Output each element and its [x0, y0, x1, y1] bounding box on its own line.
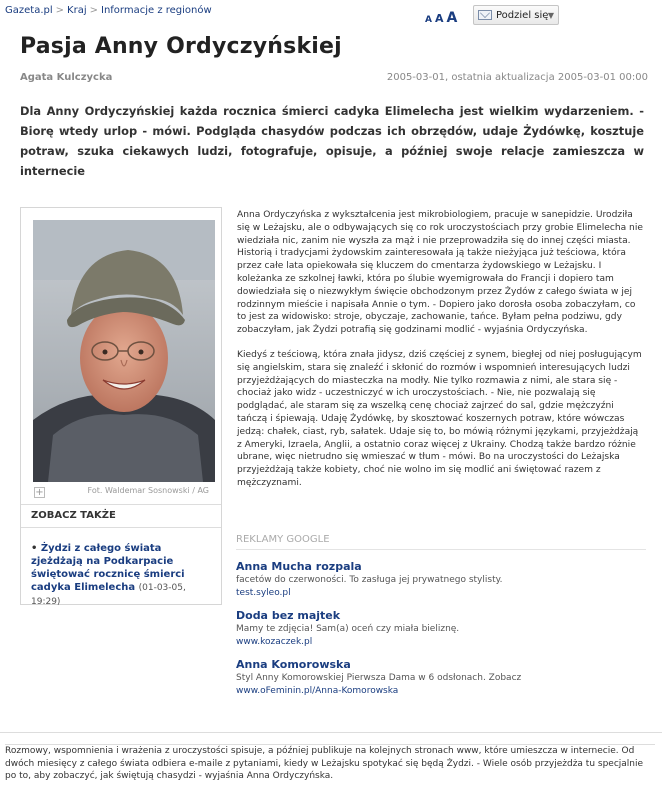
ad-url-link[interactable]: www.oFeminin.pl/Anna-Komorowska: [236, 686, 399, 696]
chevron-down-icon: ▼: [547, 11, 554, 20]
ad-title-link[interactable]: Doda bez majtek: [236, 609, 341, 622]
see-also-header: [21, 504, 221, 528]
ad-description: Styl Anny Komorowskiej Pierwsza Dama w 6 odsłonach. Zobacz: [236, 673, 522, 683]
breadcrumb-separator: >: [55, 5, 65, 16]
article-paragraph: Anna Ordyczyńska z wykształcenia jest mikrobiologiem, pracuje w sanepidzie. Urodziła się w Leżajsku, ale o odbywających się co rok uroczystościach przy grobie Elimelecha nie wiedziała nic, zanim nie wyszła za mąż i nie przeprowadziła się do innej części miasta. Historią i tradycjami żydowskim zainteresowała ją także nieżyjąca już teściowa, która przez całe lata opiekowała się kluczem do cmentarza żydowskiego w Leżajsku. I koleżanka ze szkolnej ławki, która po ślubie wyemigrowała do Francji i dopiero tam dowiedziała się o niezwykłym święcie obchodzonym przez Żydów z całego świata w jej rodzinnym mieście i napisała Annie o tym. - Dopiero jako dorosła osoba zobaczyłam, co to jest za widowisko: stroje, obyczaje, zachowanie, tańce. Byłam pełna podziwu, gdy zobaczyłam, jak Żydzi potrafią się godzinami modlić - wyjaśnia Ordyczyńska.: [237, 210, 643, 336]
ad-url-link[interactable]: test.syleo.pl: [236, 588, 291, 598]
breadcrumb: [5, 5, 212, 16]
top-bar: [0, 0, 662, 28]
ad-title-link[interactable]: Anna Mucha rozpala: [236, 560, 362, 573]
font-size-medium-button[interactable]: A: [434, 12, 444, 25]
article-footer-paragraph: Rozmowy, wspomnienia i wrażenia z uroczystości spisuje, a później publikuje na kolejnych stronach www, które umieszcza w internecie. Od dwóch miesięcy z całego świata odbiera e-maile z pytaniami, kiedy w Leżajsku spotykać się będą Żydzi. - Wiele osób przyjeżdża tu specjalnie po to, aby zobaczyć, jak świętują chasydzi - wyjaśnia Anna Ordyczyńska.: [5, 744, 655, 783]
author-name: Agata Kulczycka: [20, 72, 113, 83]
article-lead: Dla Anny Ordyczyńskiej każda rocznica śmierci cadyka Elimelecha jest wielkim wydarzeniem. - Biorę wtedy urlop - mówi. Podgląda chasydów podczas ich obrzędów, udaje Żydówkę, kosztuje potraw, szuka ciekawych ludzi, fotografuje, opisuje, a później swoje relacje zamieszcza w internecie: [20, 104, 644, 178]
ad-item[interactable]: [236, 560, 646, 599]
article-body: [237, 209, 645, 502]
portrait-image: [33, 220, 215, 482]
ad-url-link[interactable]: www.kozaczek.pl: [236, 637, 313, 647]
mail-icon: [478, 10, 492, 20]
breadcrumb-separator: >: [89, 5, 98, 16]
see-also-item: [31, 542, 211, 609]
byline: [20, 72, 652, 86]
font-size-large-button[interactable]: A: [446, 10, 458, 26]
font-size-controls: [425, 7, 460, 26]
breadcrumb-section-link[interactable]: Kraj: [67, 5, 87, 16]
ad-title-link[interactable]: Anna Komorowska: [236, 658, 351, 671]
article-title: Pasja Anny Ordyczyńskiej: [20, 34, 342, 59]
ad-item[interactable]: [236, 658, 646, 697]
ad-description: facetów do czerwoności. To zasługa jej prywatnego stylisty.: [236, 575, 503, 585]
google-ads: [236, 534, 646, 697]
see-also-date: (01-03-05, 19:29): [31, 583, 186, 607]
share-button[interactable]: [473, 5, 559, 25]
see-also-link[interactable]: Żydzi z całego świata zjeżdżają na Podkarpacie świętować rocznicę śmierci cadyka Elimelecha: [31, 543, 185, 593]
font-size-small-button[interactable]: A: [425, 15, 432, 25]
article-photo[interactable]: [33, 220, 215, 482]
breadcrumb-site-link[interactable]: Gazeta.pl: [5, 5, 53, 16]
divider: [0, 732, 662, 733]
ad-description: Mamy te zdjęcia! Sam(a) oceń czy miała bieliznę.: [236, 624, 460, 634]
article-paragraph: Kiedyś z teściową, która znała jidysz, dziś częściej z synem, biegłej od niej posługującym się angielskim, stara się znaleźć i skłonić do rozmów i wspomnień interesujących ludzi przyjeżdżających do miasteczka na modły. Nie tylko rozmawia z nimi, ale stara się - chociaż jako widz - uczestniczyć w ich uroczystościach. - Nie, nie pozwalają się podglądać, ale staram się za wszelką cenę chociaż zajrzeć do sal, gdzie mężczyźni tańczą i śpiewają. Udaję Żydówkę, by skosztować koszernych potraw, które wówczas jedzą: chałek, ciast, ryb, sałatek. Udaje się to, bo mówią różnymi językami, przyjeżdżają z Ameryki, Izraela, Anglii, a ostatnio coraz więcej z Ukrainy. Chodzą także bardzo różnie ubrane, więc nietrudno się wmieszać w tłum - mówi. Bo na uroczystości do Leżajska przyjeżdżają także kobiety, choć nie wolno im się modlić ani świętować razem z mężczyznami.: [237, 349, 642, 488]
publish-date: 2005-03-01, ostatnia aktualizacja 2005-03-01 00:00: [386, 72, 648, 83]
share-label: Podziel się: [496, 10, 549, 21]
bullet-icon: •: [31, 543, 38, 554]
photo-credit: Fot. Waldemar Sosnowski / AG: [87, 486, 209, 495]
expand-icon[interactable]: +: [35, 487, 44, 498]
see-also-title: ZOBACZ TAKŻE: [31, 510, 116, 521]
breadcrumb-subsection-link[interactable]: Informacje z regionów: [101, 5, 212, 16]
ad-item[interactable]: [236, 609, 646, 648]
ads-heading: REKLAMY GOOGLE: [236, 534, 646, 550]
sidebar-box: [20, 207, 222, 605]
